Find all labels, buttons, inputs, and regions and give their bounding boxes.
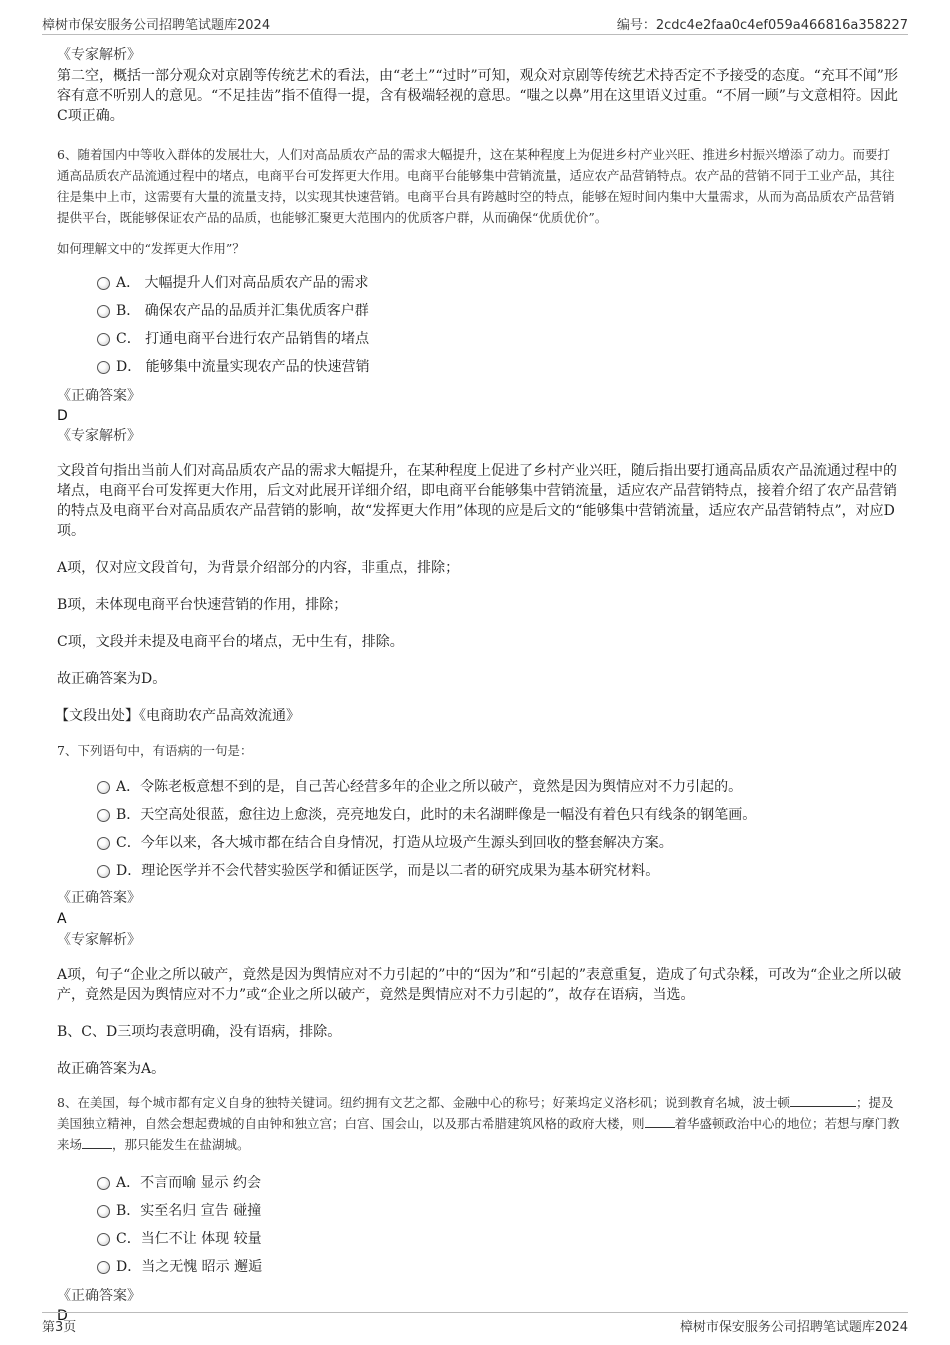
q7-option-d[interactable] — [97, 857, 902, 885]
q7-answer: A — [57, 911, 67, 927]
footer-page-number: 第3页 — [42, 1320, 77, 1335]
q8-text-4: ，那只能发生在盐湖城。 — [112, 1137, 250, 1152]
option-label: B． 确保农产品的品质并汇集优质客户群 — [116, 303, 369, 319]
header-code-label: 编号： — [616, 18, 656, 33]
q6-analysis-main: 文段首句指出当前人们对高品质农产品的需求大幅提升，在某种程度上促进了乡村产业兴旺，随后指出要打通高品质农产品流通过程中的堵点，电商平台可发挥更大作用，后文对此展开详细介绍，即电商平台能够集中营销流量，适应农产品营销特点，接着介绍了农产品营销的特点及电商平台对高品质农产品营销的影响，故“发挥更大作用”体现的应是后文的“能够集中营销流量，适应农产品营销特点”，对应D项。 — [57, 463, 897, 539]
q7-question: 7、下列语句中，有语病的一句是： — [57, 743, 253, 758]
radio-icon[interactable] — [97, 865, 110, 878]
radio-icon[interactable] — [97, 837, 110, 850]
q6-answer: D — [57, 408, 68, 424]
q8-option-d[interactable] — [97, 1253, 902, 1281]
option-label: B．实至名归 宣告 碰撞 — [116, 1203, 262, 1219]
option-label: B．天空高处很蓝，愈往边上愈淡，亮亮地发白，此时的未名湖畔像是一幅没有着色只有线条的钢笔画。 — [116, 807, 757, 823]
q8-option-b[interactable] — [97, 1197, 902, 1225]
q7-analysis-bcd: B、C、D三项均表意明确，没有语病，排除。 — [57, 1024, 342, 1040]
option-label: D．当之无愧 昭示 邂逅 — [116, 1259, 263, 1275]
radio-icon[interactable] — [97, 1261, 110, 1274]
q6-analysis-a: A项，仅对应文段首句，为背景介绍部分的内容，非重点，排除； — [57, 560, 460, 576]
q6-option-c[interactable] — [97, 325, 902, 353]
option-label: C．当仁不让 体现 较量 — [116, 1231, 262, 1247]
q7-analysis-tag: 《专家解析》 — [57, 932, 141, 948]
radio-icon[interactable] — [97, 1205, 110, 1218]
radio-icon[interactable] — [97, 1233, 110, 1246]
q8-options — [97, 1169, 902, 1281]
radio-icon[interactable] — [97, 305, 110, 318]
page-content — [57, 44, 902, 1326]
q8-option-c[interactable] — [97, 1225, 902, 1253]
q7-option-c[interactable] — [97, 829, 902, 857]
q8-answer-tag: 《正确答案》 — [57, 1288, 141, 1304]
q7-option-b[interactable] — [97, 801, 902, 829]
q8-blank-2 — [645, 1114, 675, 1128]
radio-icon[interactable] — [97, 361, 110, 374]
option-label: D． 能够集中流量实现农产品的快速营销 — [116, 359, 370, 375]
q6-analysis-b: B项，未体现电商平台快速营销的作用，排除； — [57, 597, 348, 613]
q7-conclusion: 故正确答案为A。 — [57, 1061, 166, 1077]
q6-option-a[interactable] — [97, 269, 902, 297]
option-label: A．令陈老板意想不到的是，自己苦心经营多年的企业之所以破产，竟然是因为舆情应对不力引起的。 — [116, 779, 743, 795]
prev-analysis-text: 第二空，概括一部分观众对京剧等传统艺术的看法，由“老土”“过时”可知，观众对京剧等传统艺术持否定不予接受的态度。“充耳不闻”形容有意不听别人的意见。“不足挂齿”指不值得一提，含有极端轻视的意思。“嗤之以鼻”用在这里语义过重。“不屑一顾”与文意相符。因此C项正确。 — [57, 68, 898, 124]
q8-option-a[interactable] — [97, 1169, 902, 1197]
q8-answer: D — [57, 1308, 68, 1324]
q8-text-2: ；提及美国独立精神，自然会想起费城的自由钟和独立宫；白宫、国会山，以及那古希腊建筑风格的政府大楼，则 — [57, 1095, 894, 1131]
q6-passage: 6、随着国内中等收入群体的发展壮大，人们对高品质农产品的需求大幅提升，这在某种程度上为促进乡村产业兴旺、推进乡村振兴增添了动力。而要打通高品质农产品流通过程中的堵点，电商平台可发挥更大作用。电商平台能够集中营销流量，适应农产品营销特点。农产品的营销不同于工业产品，其往往是集中上市，这需要有大量的流量支持，以实现其快速营销。电商平台具有跨越时空的特点，能够在短时间内集中大量需求，从而为高品质农产品营销提供平台，既能够保证农产品的品质，也能够汇聚更大范围内的优质客户群，从而确保“优质优价”。 — [57, 147, 895, 225]
radio-icon[interactable] — [97, 333, 110, 346]
footer-title: 樟树市保安服务公司招聘笔试题库2024 — [679, 1320, 908, 1335]
q6-conclusion: 故正确答案为D。 — [57, 671, 167, 687]
q7-options — [97, 773, 902, 885]
q8-text-1: 8、在美国，每个城市都有定义自身的独特关键词。纽约拥有文艺之都、金融中心的称号；好莱坞定义洛杉矶；说到教育名城，波士顿 — [57, 1095, 790, 1110]
q6-question: 如何理解文中的“发挥更大作用”？ — [57, 241, 245, 256]
header-code-value: 2cdc4e2faa0c4ef059a466816a358227 — [655, 18, 908, 33]
q6-analysis-tag: 《专家解析》 — [57, 428, 141, 444]
prev-analysis-tag: 《专家解析》 — [57, 47, 141, 63]
q8-blank-1 — [790, 1093, 856, 1107]
q6-answer-tag: 《正确答案》 — [57, 388, 141, 404]
header-title: 樟树市保安服务公司招聘笔试题库2024 — [42, 18, 271, 33]
radio-icon[interactable] — [97, 277, 110, 290]
radio-icon[interactable] — [97, 781, 110, 794]
q8-text-3: 着华盛顿政治中心的地位；若想与摩门教来场 — [57, 1116, 900, 1152]
q6-source: 【文段出处】《电商助农产品高效流通》 — [55, 708, 300, 724]
page-header — [42, 12, 908, 35]
option-label: A．不言而喻 显示 约会 — [116, 1175, 262, 1191]
q6-options — [97, 269, 902, 381]
option-label: C． 打通电商平台进行农产品销售的堵点 — [116, 331, 370, 347]
q7-analysis-main: A项，句子“企业之所以破产，竟然是因为舆情应对不力引起的”中的“因为”和“引起的”表意重复，造成了句式杂糅，可改为“企业之所以破产，竟然是因为舆情应对不力”或“企业之所以破产，竟然是舆情应对不力引起的”，故存在语病，当选。 — [57, 967, 902, 1003]
q8-blank-3 — [82, 1135, 112, 1149]
page-footer — [42, 1312, 908, 1337]
q6-option-b[interactable] — [97, 297, 902, 325]
q6-analysis-c: C项，文段并未提及电商平台的堵点，无中生有，排除。 — [57, 634, 404, 650]
option-label: A． 大幅提升人们对高品质农产品的需求 — [116, 275, 369, 291]
q7-answer-tag: 《正确答案》 — [57, 890, 141, 906]
option-label: D．理论医学并不会代替实验医学和循证医学，而是以二者的研究成果为基本研究材料。 — [116, 863, 660, 879]
radio-icon[interactable] — [97, 809, 110, 822]
header-code — [617, 14, 908, 33]
radio-icon[interactable] — [97, 1177, 110, 1190]
q6-option-d[interactable] — [97, 353, 902, 381]
q7-option-a[interactable] — [97, 773, 902, 801]
option-label: C．今年以来，各大城市都在结合自身情况，打造从垃圾产生源头到回收的整套解决方案。 — [116, 835, 673, 851]
q8-question — [57, 1092, 902, 1155]
